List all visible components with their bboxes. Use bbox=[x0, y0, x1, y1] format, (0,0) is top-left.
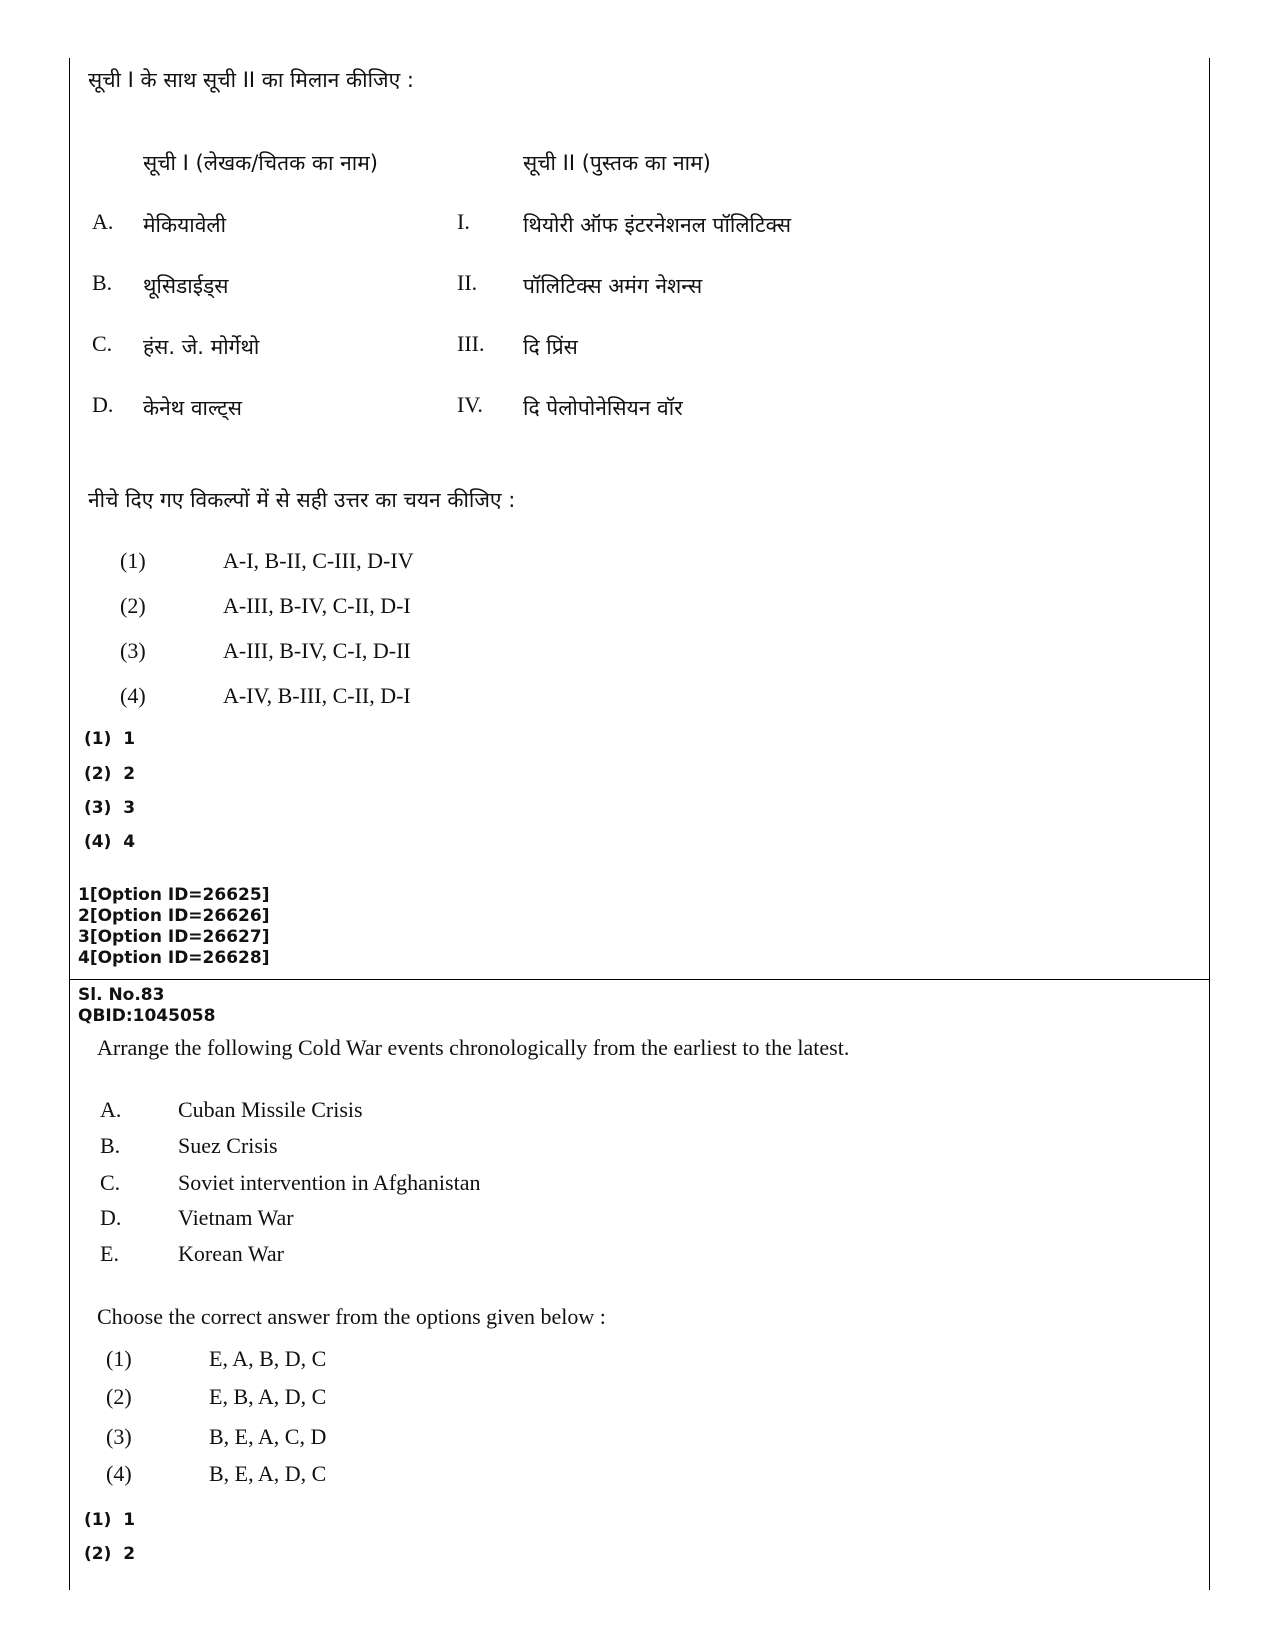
q82-row-d-book: दि पेलोपोनेसियन वॉर bbox=[523, 396, 683, 420]
option-id-line: 1[Option ID=26625] bbox=[78, 885, 270, 905]
answer-val: 3 bbox=[123, 798, 136, 818]
q82-row-d-author: केनेथ वाल्ट्स bbox=[143, 396, 242, 420]
q83-option-2-num: (2) bbox=[106, 1384, 132, 1409]
q83-item-a-key: A. bbox=[100, 1097, 122, 1122]
answer-num: (1) bbox=[84, 1510, 112, 1530]
answer-val: 4 bbox=[123, 832, 136, 852]
q83-option-3-text: B, E, A, C, D bbox=[209, 1424, 327, 1449]
q83-item-d-text: Vietnam War bbox=[178, 1205, 294, 1230]
q82-row-d-key: D. bbox=[92, 392, 114, 417]
q83-qbid: QBID:1045058 bbox=[78, 1006, 216, 1026]
answer-val: 1 bbox=[123, 1510, 136, 1530]
answer-num: (2) bbox=[84, 764, 112, 784]
q83-option-4-text: B, E, A, D, C bbox=[209, 1461, 327, 1486]
answer-num: (1) bbox=[84, 729, 112, 749]
q83-item-c-text: Soviet intervention in Afghanistan bbox=[178, 1170, 481, 1195]
q83-option-4-num: (4) bbox=[106, 1461, 132, 1486]
q82-choose-text: नीचे दिए गए विकल्पों में से सही उत्तर का चयन कीजिए : bbox=[88, 488, 516, 512]
q83-option-2-text: E, B, A, D, C bbox=[209, 1384, 327, 1409]
q82-option-4-text: A-IV, B-III, C-II, D-I bbox=[223, 683, 411, 708]
q82-row-d-roman: IV. bbox=[457, 392, 483, 417]
q83-sl-no: Sl. No.83 bbox=[78, 985, 165, 1005]
q83-option-3-num: (3) bbox=[106, 1424, 132, 1449]
q82-option-2-num: (2) bbox=[120, 593, 146, 618]
q82-row-b-roman: II. bbox=[457, 270, 478, 295]
page-right-border bbox=[1209, 58, 1210, 1590]
q82-answer-2[interactable] bbox=[84, 764, 135, 784]
q82-answer-1[interactable] bbox=[84, 729, 135, 749]
option-id-line: 3[Option ID=26627] bbox=[78, 927, 270, 947]
q82-row-a-roman: I. bbox=[457, 209, 470, 234]
q82-instruction: सूची I के साथ सूची II का मिलान कीजिए : bbox=[88, 68, 414, 92]
q82-row-c-author: हंस. जे. मोर्गेथो bbox=[143, 335, 260, 359]
q83-option-1-num: (1) bbox=[106, 1346, 132, 1371]
page-left-border bbox=[69, 58, 70, 1590]
q83-item-e-key: E. bbox=[100, 1241, 119, 1266]
q82-row-b-author: थूसिडाईड्स bbox=[143, 274, 229, 298]
q83-choose-text: Choose the correct answer from the options given below : bbox=[97, 1304, 606, 1329]
q82-row-a-book: थियोरी ऑफ इंटरनेशनल पॉलिटिक्स bbox=[523, 213, 792, 237]
q83-item-c-key: C. bbox=[100, 1170, 121, 1195]
q83-item-b-key: B. bbox=[100, 1133, 121, 1158]
answer-val: 2 bbox=[123, 764, 136, 784]
answer-num: (3) bbox=[84, 798, 112, 818]
q82-row-a-author: मेकियावेली bbox=[143, 213, 227, 237]
q82-list1-header: सूची I (लेखक/चितक का नाम) bbox=[143, 151, 378, 175]
q82-row-c-key: C. bbox=[92, 331, 113, 356]
q82-answer-3[interactable] bbox=[84, 798, 135, 818]
q83-item-b-text: Suez Crisis bbox=[178, 1133, 278, 1158]
q82-option-1-text: A-I, B-II, C-III, D-IV bbox=[223, 548, 414, 573]
q83-instruction: Arrange the following Cold War events chronologically from the earliest to the latest. bbox=[97, 1035, 850, 1060]
q82-row-b-key: B. bbox=[92, 270, 113, 295]
option-id-line: 4[Option ID=26628] bbox=[78, 948, 270, 968]
q83-item-a-text: Cuban Missile Crisis bbox=[178, 1097, 363, 1122]
option-id-line: 2[Option ID=26626] bbox=[78, 906, 270, 926]
answer-val: 2 bbox=[123, 1544, 136, 1564]
answer-num: (2) bbox=[84, 1544, 112, 1564]
answer-num: (4) bbox=[84, 832, 112, 852]
q82-option-2-text: A-III, B-IV, C-II, D-I bbox=[223, 593, 411, 618]
q82-row-a-key: A. bbox=[92, 209, 114, 234]
question-divider bbox=[69, 979, 1210, 980]
q83-item-e-text: Korean War bbox=[178, 1241, 284, 1266]
q83-answer-2[interactable] bbox=[84, 1544, 135, 1564]
q83-answer-1[interactable] bbox=[84, 1510, 135, 1530]
q82-answer-4[interactable] bbox=[84, 832, 135, 852]
q82-list2-header: सूची II (पुस्तक का नाम) bbox=[523, 151, 711, 175]
q82-row-b-book: पॉलिटिक्स अमंग नेशन्स bbox=[523, 274, 703, 298]
q83-option-1-text: E, A, B, D, C bbox=[209, 1346, 327, 1371]
q82-option-4-num: (4) bbox=[120, 683, 146, 708]
q82-option-3-num: (3) bbox=[120, 638, 146, 663]
q82-row-c-roman: III. bbox=[457, 331, 485, 356]
q83-item-d-key: D. bbox=[100, 1205, 122, 1230]
q82-option-3-text: A-III, B-IV, C-I, D-II bbox=[223, 638, 411, 663]
answer-val: 1 bbox=[123, 729, 136, 749]
q82-option-1-num: (1) bbox=[120, 548, 146, 573]
q82-row-c-book: दि प्रिंस bbox=[523, 335, 578, 359]
